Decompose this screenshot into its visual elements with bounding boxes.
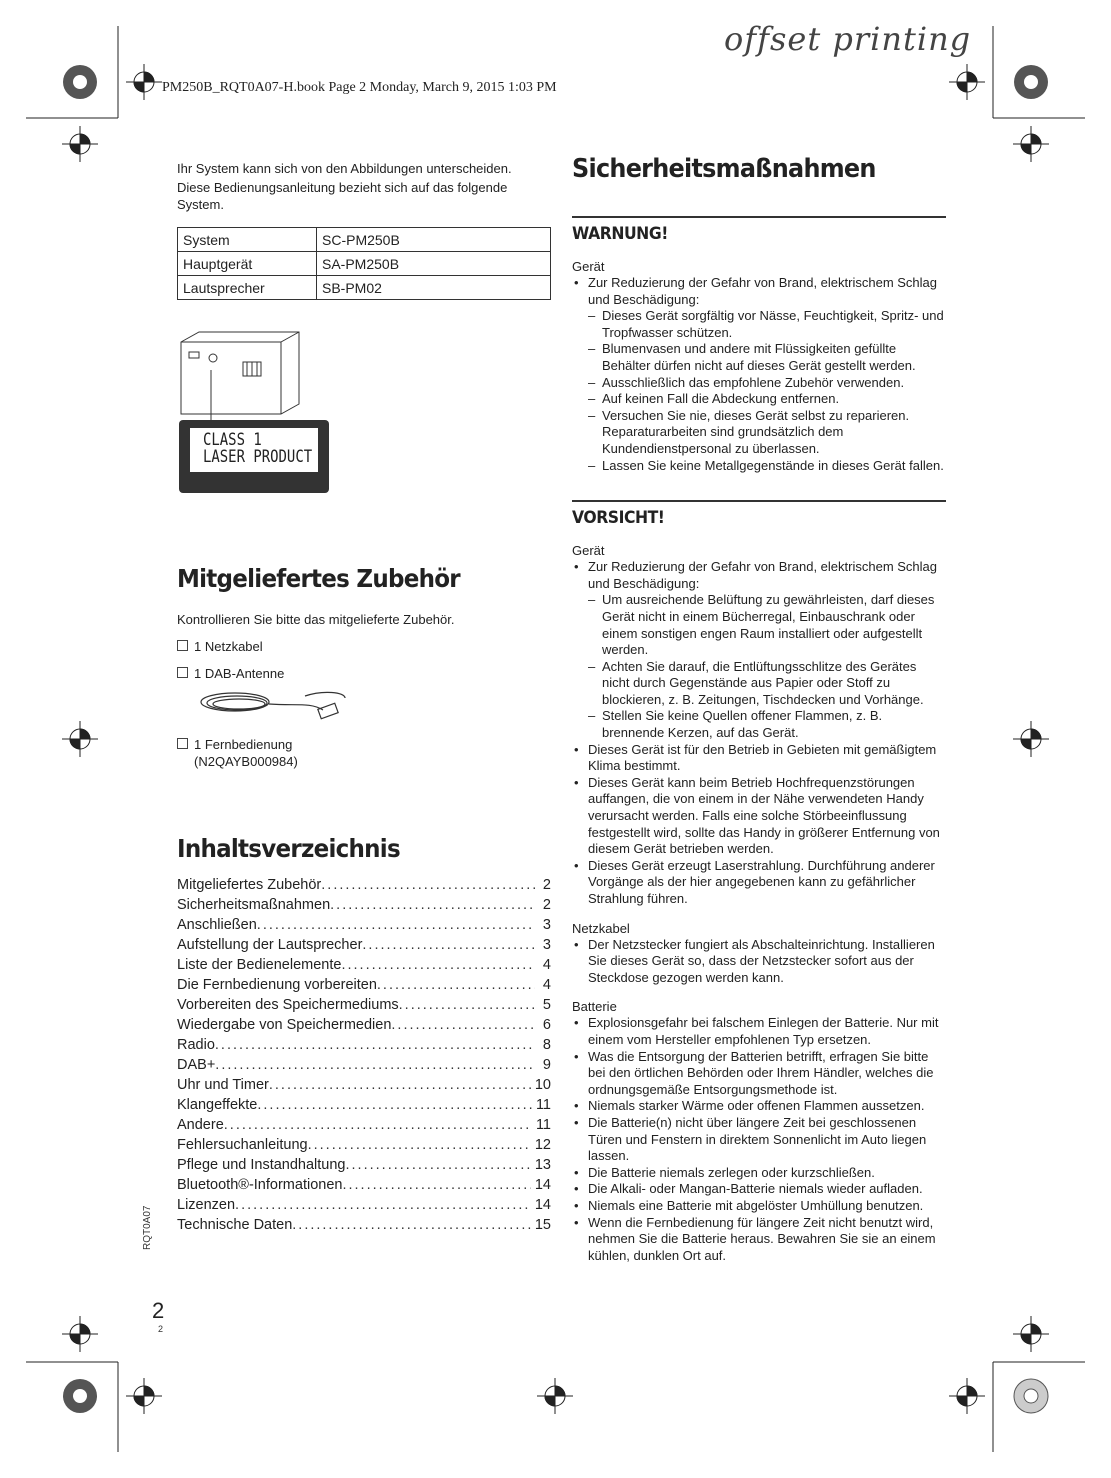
accessory-item: 1 DAB-Antenne <box>177 665 551 682</box>
list-item: – Lassen Sie keine Metallgegenstände in dieses Gerät fallen. <box>588 458 946 475</box>
toc-entry[interactable] <box>177 975 551 995</box>
toc-leader-dots <box>341 955 535 975</box>
toc-entry-page: 14 <box>534 1177 551 1193</box>
power-cord-list <box>572 937 946 987</box>
toc-entry[interactable] <box>177 1055 551 1075</box>
toc-entry-page: 12 <box>534 1137 551 1153</box>
toc-entry[interactable] <box>177 1115 551 1135</box>
toc-entry-page: 11 <box>535 1117 551 1133</box>
toc-leader-dots <box>235 1195 531 1215</box>
toc-leader-dots <box>321 875 535 895</box>
list-item: – Um ausreichende Belüftung zu gewährleisten, darf dieses Gerät nicht in einem Bücherregal, Einbauschrank oder einem sonstigen engen Raum installiert oder aufgestellt werden. <box>588 592 946 658</box>
toc-entry[interactable] <box>177 1035 551 1055</box>
toc-entry[interactable] <box>177 935 551 955</box>
toc-entry[interactable] <box>177 1075 551 1095</box>
caution-sub: Gerät <box>572 543 605 559</box>
warning-rule <box>572 216 946 218</box>
toc-entry-title: Mitgeliefertes Zubehör <box>177 877 322 893</box>
list-item: • Explosionsgefahr bei falschem Einlegen der Batterie. Nur mit einem vom Hersteller empfohlenen Typ ersetzen. <box>572 1015 946 1048</box>
toc-entry-page: 3 <box>542 917 551 933</box>
checkbox-icon <box>177 667 188 678</box>
toc-entry[interactable] <box>177 1015 551 1035</box>
device-rear-drawing <box>177 330 357 495</box>
toc-entry-page: 9 <box>542 1057 551 1073</box>
list-item: • Dieses Gerät ist für den Betrieb in Gebieten mit gemäßigtem Klima bestimmt. <box>572 742 946 775</box>
safety-title: Sicherheitsmaßnahmen <box>572 154 876 184</box>
toc-entry-page: 2 <box>542 877 551 893</box>
checkbox-icon <box>177 738 188 749</box>
toc-entry-title: DAB+ <box>177 1057 216 1073</box>
list-item: • Die Batterie(n) nicht über längere Zeit bei geschlossenen Türen und Fenstern in direktem Sonnenlicht im Auto liegen lassen. <box>572 1115 946 1165</box>
toc-section <box>177 834 551 1235</box>
offset-printing-label: offset printing <box>724 20 972 58</box>
toc-entry-title: Klangeffekte <box>177 1097 258 1113</box>
list-item: • Die Batterie niemals zerlegen oder kurzschließen. <box>572 1165 946 1182</box>
toc-entry-page: 11 <box>535 1097 551 1113</box>
toc-entry-title: Technische Daten <box>177 1217 293 1233</box>
list-item: – Stellen Sie keine Quellen offener Flammen, z. B. brennende Kerzen, auf das Gerät. <box>588 708 946 741</box>
toc-leader-dots <box>362 935 535 955</box>
toc-leader-dots <box>215 1035 535 1055</box>
toc-entry[interactable] <box>177 1135 551 1155</box>
list-item: • Dieses Gerät erzeugt Laserstrahlung. Durchführung anderer Vorgänge als der hier angegebenen kann zu gefährlicher Strahlung führen. <box>572 858 946 908</box>
toc-entry[interactable] <box>177 875 551 895</box>
list-item: – Auf keinen Fall die Abdeckung entfernen. <box>588 391 946 408</box>
toc-leader-dots <box>330 895 535 915</box>
power-cord-sub: Netzkabel <box>572 920 630 936</box>
toc-entry[interactable] <box>177 955 551 975</box>
warning-sub: Gerät <box>572 259 605 274</box>
toc-entry-title: Andere <box>177 1117 224 1133</box>
doc-code: RQT0A07 <box>142 1205 153 1250</box>
toc-entry[interactable] <box>177 1095 551 1115</box>
accessory-item: 1 Fernbedienung <box>177 736 551 753</box>
accessories-intro: Kontrollieren Sie bitte das mitgelieferte Zubehör. <box>177 612 455 627</box>
toc-entry[interactable] <box>177 1155 551 1175</box>
caution-heading: VORSICHT! <box>572 508 665 529</box>
warning-list <box>572 275 946 474</box>
toc-entry-title: Vorbereiten des Speichermediums <box>177 997 399 1013</box>
table-row <box>178 276 551 300</box>
table-cell-key: System <box>178 228 317 252</box>
laser-label-line-1: CLASS 1 <box>203 430 262 450</box>
toc-entry-page: 10 <box>534 1077 551 1093</box>
page-number: 2 <box>152 1298 165 1323</box>
table-cell-key: Lautsprecher <box>178 276 317 300</box>
toc-leader-dots <box>215 1055 535 1075</box>
table-row <box>178 252 551 276</box>
list-item: • Zur Reduzierung der Gefahr von Brand, elektrischem Schlag und Beschädigung: – Um ausreichende Belüftung zu gewährleisten, darf dieses Gerät nicht in einem Bücherregal, Einbauschrank oder einem sonstigen engen Raum installiert oder aufgestellt werden. – Achten Sie darauf, die Entlüftungsschlitze des Gerätes nicht durch Gegenstände aus Papier oder Stoff zu blockieren, z. B. Zeitungen, Tischdecken und Vorhänge. – Stellen Sie keine Quellen offener Flammen, z. B. brennende Kerzen, auf das Gerät. <box>572 559 946 742</box>
toc-entry-title: Sicherheitsmaßnahmen <box>177 897 331 913</box>
toc-entry-page: 5 <box>542 997 551 1013</box>
toc-title: Inhaltsverzeichnis <box>177 834 400 863</box>
toc-entry[interactable] <box>177 1215 551 1235</box>
toc-leader-dots <box>399 995 535 1015</box>
battery-sub: Batterie <box>572 999 617 1015</box>
toc-entry-title: Radio <box>177 1037 215 1053</box>
warning-heading: WARNUNG! <box>572 224 668 244</box>
toc-list <box>177 875 551 1235</box>
toc-leader-dots <box>292 1215 531 1235</box>
toc-leader-dots <box>346 1155 531 1175</box>
left-column <box>177 160 551 1235</box>
toc-entry[interactable] <box>177 915 551 935</box>
caution-list <box>572 559 946 907</box>
toc-entry-title: Fehlersuchanleitung <box>177 1137 308 1153</box>
laser-label-line-2: LASER PRODUCT <box>203 447 313 467</box>
toc-entry-title: Bluetooth®-Informationen <box>177 1177 343 1193</box>
toc-leader-dots <box>269 1075 531 1095</box>
toc-entry[interactable] <box>177 1195 551 1215</box>
toc-leader-dots <box>257 915 535 935</box>
dab-antenna-drawing <box>195 684 355 728</box>
toc-entry-page: 2 <box>542 897 551 913</box>
checkbox-icon <box>177 640 188 651</box>
list-item: • Zur Reduzierung der Gefahr von Brand, elektrischem Schlag und Beschädigung: – Dieses Gerät sorgfältig vor Nässe, Feuchtigkeit, Spritz- und Tropfwasser schützen. – Blumenvasen und andere mit Flüssigkeiten gefüllte Behälter dürfen nicht auf dieses Gerät gestellt werden. – Ausschließlich das empfohlene Zubehör verwenden. – Auf keinen Fall die Abdeckung entfernen. – Versuchen Sie nie, dieses Gerät selbst zu reparieren. Reparaturarbeiten sind grundsätzlich dem Kundendienstpersonal zu überlassen. – Lassen Sie keine Metallgegenstände in dieses Gerät fallen. <box>572 275 946 474</box>
toc-entry-page: 15 <box>534 1217 551 1233</box>
toc-entry-title: Pflege und Instandhaltung <box>177 1157 346 1173</box>
list-item: • Der Netzstecker fungiert als Abschalteinrichtung. Installieren Sie dieses Gerät so, dass der Netzstecker sofort aus der Steckdose gezogen werden kann. <box>572 937 946 987</box>
caution-rule <box>572 500 946 502</box>
table-cell-value: SA-PM250B <box>317 252 551 276</box>
accessories-section <box>177 564 551 770</box>
toc-entry-page: 6 <box>542 1017 551 1033</box>
toc-entry-title: Lizenzen <box>177 1197 236 1213</box>
toc-leader-dots <box>224 1115 532 1135</box>
toc-entry-page: 4 <box>542 957 551 973</box>
laser-product-illustration <box>177 330 551 500</box>
toc-entry-page: 13 <box>534 1157 551 1173</box>
toc-leader-dots <box>342 1175 530 1195</box>
right-column <box>572 154 946 1264</box>
toc-entry-title: Anschließen <box>177 917 257 933</box>
toc-entry-page: 14 <box>534 1197 551 1213</box>
accessories-title: Mitgeliefertes Zubehör <box>177 564 460 593</box>
list-item: • Dieses Gerät kann beim Betrieb Hochfrequenzstörungen auffangen, die von einem in der Nähe verwendeten Handy verursacht werden. Falls eine solche Störbeeinflussung festgestellt wird, sollte das Handy in größerer Entfernung von diesem Gerät betrieben werden. <box>572 775 946 858</box>
system-spec-table <box>177 227 551 300</box>
list-item: • Niemals eine Batterie mit abgelöster Umhüllung benutzen. <box>572 1198 946 1215</box>
book-info-line: PM250B_RQT0A07-H.book Page 2 Monday, March 9, 2015 1:03 PM <box>162 80 557 95</box>
intro-line-1: Ihr System kann sich von den Abbildungen unterscheiden. <box>177 161 512 176</box>
toc-leader-dots <box>377 975 535 995</box>
list-item: • Was die Entsorgung der Batterien betrifft, erfragen Sie bitte bei den örtlichen Behörden oder Ihrem Händler, welches die ordnungsgemäße Entsorgungsmethode ist. <box>572 1049 946 1099</box>
table-cell-value: SB-PM02 <box>317 276 551 300</box>
intro-line-2: Diese Bedienungsanleitung bezieht sich auf das folgende System. <box>177 180 508 212</box>
list-item: • Niemals starker Wärme oder offenen Flammen aussetzen. <box>572 1098 946 1115</box>
list-item: • Wenn die Fernbedienung für längere Zeit nicht benutzt wird, nehmen Sie die Batterie heraus. Bewahren Sie sie an einem kühlen, dunklen Ort auf. <box>572 1215 946 1265</box>
toc-leader-dots <box>308 1135 531 1155</box>
table-cell-key: Hauptgerät <box>178 252 317 276</box>
toc-entry-title: Wiedergabe von Speichermedien <box>177 1017 392 1033</box>
toc-entry-title: Uhr und Timer <box>177 1077 269 1093</box>
table-row <box>178 228 551 252</box>
battery-list <box>572 1015 946 1264</box>
page-number-small: 2 <box>158 1324 164 1334</box>
toc-leader-dots <box>391 1015 535 1035</box>
caution-dash-list <box>588 592 946 741</box>
accessory-item-sub: (N2QAYB000984) <box>194 754 298 769</box>
toc-entry[interactable] <box>177 1175 551 1195</box>
table-cell-value: SC-PM250B <box>317 228 551 252</box>
list-item: – Achten Sie darauf, die Entlüftungsschlitze des Gerätes nicht durch Gegenstände aus Papier oder Stoff zu blockieren, z. B. Zeitungen, Tischdecken und Vorhänge. <box>588 659 946 709</box>
accessory-item: 1 Netzkabel <box>177 638 551 655</box>
toc-entry[interactable] <box>177 995 551 1015</box>
toc-entry-page: 4 <box>542 977 551 993</box>
toc-entry[interactable] <box>177 895 551 915</box>
toc-entry-title: Liste der Bedienelemente <box>177 957 342 973</box>
warning-dash-list <box>588 308 946 474</box>
list-item: – Dieses Gerät sorgfältig vor Nässe, Feuchtigkeit, Spritz- und Tropfwasser schützen. <box>588 308 946 341</box>
list-item: – Blumenvasen und andere mit Flüssigkeiten gefüllte Behälter dürfen nicht auf dieses Gerät gestellt werden. <box>588 341 946 374</box>
toc-entry-title: Die Fernbedienung vorbereiten <box>177 977 377 993</box>
toc-entry-page: 8 <box>542 1037 551 1053</box>
toc-entry-title: Aufstellung der Lautsprecher <box>177 937 363 953</box>
list-item: – Ausschließlich das empfohlene Zubehör verwenden. <box>588 375 946 392</box>
list-item: • Die Alkali- oder Mangan-Batterie niemals wieder aufladen. <box>572 1181 946 1198</box>
toc-leader-dots <box>257 1095 532 1115</box>
toc-entry-page: 3 <box>542 937 551 953</box>
list-item: – Versuchen Sie nie, dieses Gerät selbst zu reparieren. Reparaturarbeiten sind grundsätzlich dem Kundendienstpersonal zu überlassen. <box>588 408 946 458</box>
